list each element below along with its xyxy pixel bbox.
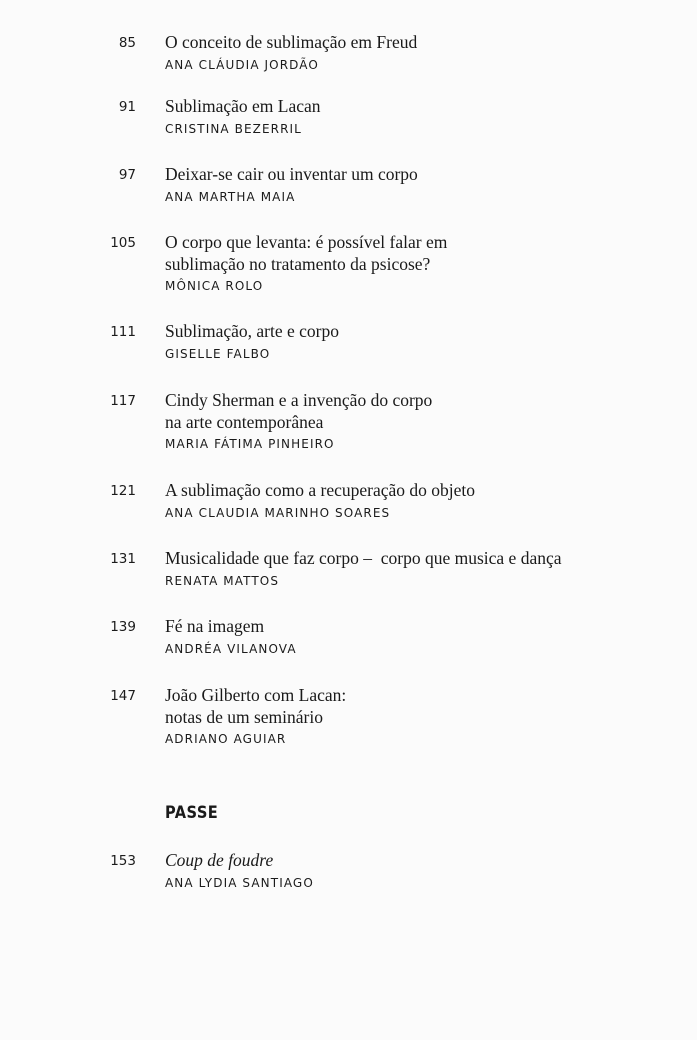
title-line: sublimação no tratamento da psicose? bbox=[165, 253, 431, 274]
entry-author: GISELLE FALBO bbox=[165, 346, 271, 361]
entry-title bbox=[165, 548, 665, 591]
entry-title bbox=[165, 390, 645, 454]
title-line: Sublimação em Lacan bbox=[165, 96, 321, 116]
page-number: 139 bbox=[110, 619, 136, 635]
page-number: 147 bbox=[110, 688, 136, 704]
title-line: João Gilberto com Lacan: bbox=[165, 685, 347, 705]
title-line: O corpo que levanta: é possível falar em bbox=[165, 232, 448, 252]
title-line: A sublimação como a recuperação do objeto bbox=[165, 480, 476, 500]
entry-author: CRISTINA BEZERRIL bbox=[165, 121, 302, 136]
entry-author: ANA CLÁUDIA JORDÃO bbox=[165, 57, 319, 72]
entry-author: ANA LYDIA SANTIAGO bbox=[165, 875, 314, 890]
page-number: 153 bbox=[110, 853, 136, 869]
page-number: 91 bbox=[118, 99, 136, 115]
entry-title bbox=[165, 850, 645, 893]
page-number: 111 bbox=[110, 324, 136, 340]
page-number: 85 bbox=[118, 35, 136, 51]
entry-author: ANA MARTHA MAIA bbox=[165, 189, 296, 204]
page-number: 131 bbox=[110, 551, 136, 567]
page-number: 97 bbox=[118, 167, 136, 183]
title-line: Deixar-se cair ou inventar um corpo bbox=[165, 164, 418, 184]
entry-author: RENATA MATTOS bbox=[165, 573, 280, 588]
entry-author: MÔNICA ROLO bbox=[165, 279, 264, 293]
section-heading: PASSE bbox=[165, 803, 219, 823]
entry-author: ANDRÉA VILANOVA bbox=[165, 641, 297, 656]
entry-title bbox=[165, 32, 645, 75]
title-line: Sublimação, arte e corpo bbox=[165, 321, 339, 341]
title-line: na arte contemporânea bbox=[165, 411, 324, 432]
title-line: Fé na imagem bbox=[165, 616, 265, 636]
page-number: 105 bbox=[110, 235, 136, 251]
title-line: notas de um seminário bbox=[165, 706, 323, 727]
entry-title bbox=[165, 96, 645, 139]
title-line: O conceito de sublimação em Freud bbox=[165, 32, 418, 52]
title-line: Coup de foudre bbox=[165, 850, 274, 870]
entry-title bbox=[165, 164, 645, 207]
entry-title bbox=[165, 616, 645, 659]
page-number: 121 bbox=[110, 483, 136, 499]
title-line: Cindy Sherman e a invenção do corpo bbox=[165, 390, 433, 410]
page-number: 117 bbox=[110, 393, 136, 409]
entry-title bbox=[165, 321, 645, 364]
entry-title bbox=[165, 685, 645, 749]
title-line: Musicalidade que faz corpo – corpo que musica e dança bbox=[165, 548, 562, 568]
entry-title bbox=[165, 232, 645, 296]
entry-title bbox=[165, 480, 645, 523]
entry-author: ADRIANO AGUIAR bbox=[165, 732, 287, 746]
entry-author: MARIA FÁTIMA PINHEIRO bbox=[165, 437, 335, 451]
entry-author: ANA CLAUDIA MARINHO SOARES bbox=[165, 505, 391, 520]
